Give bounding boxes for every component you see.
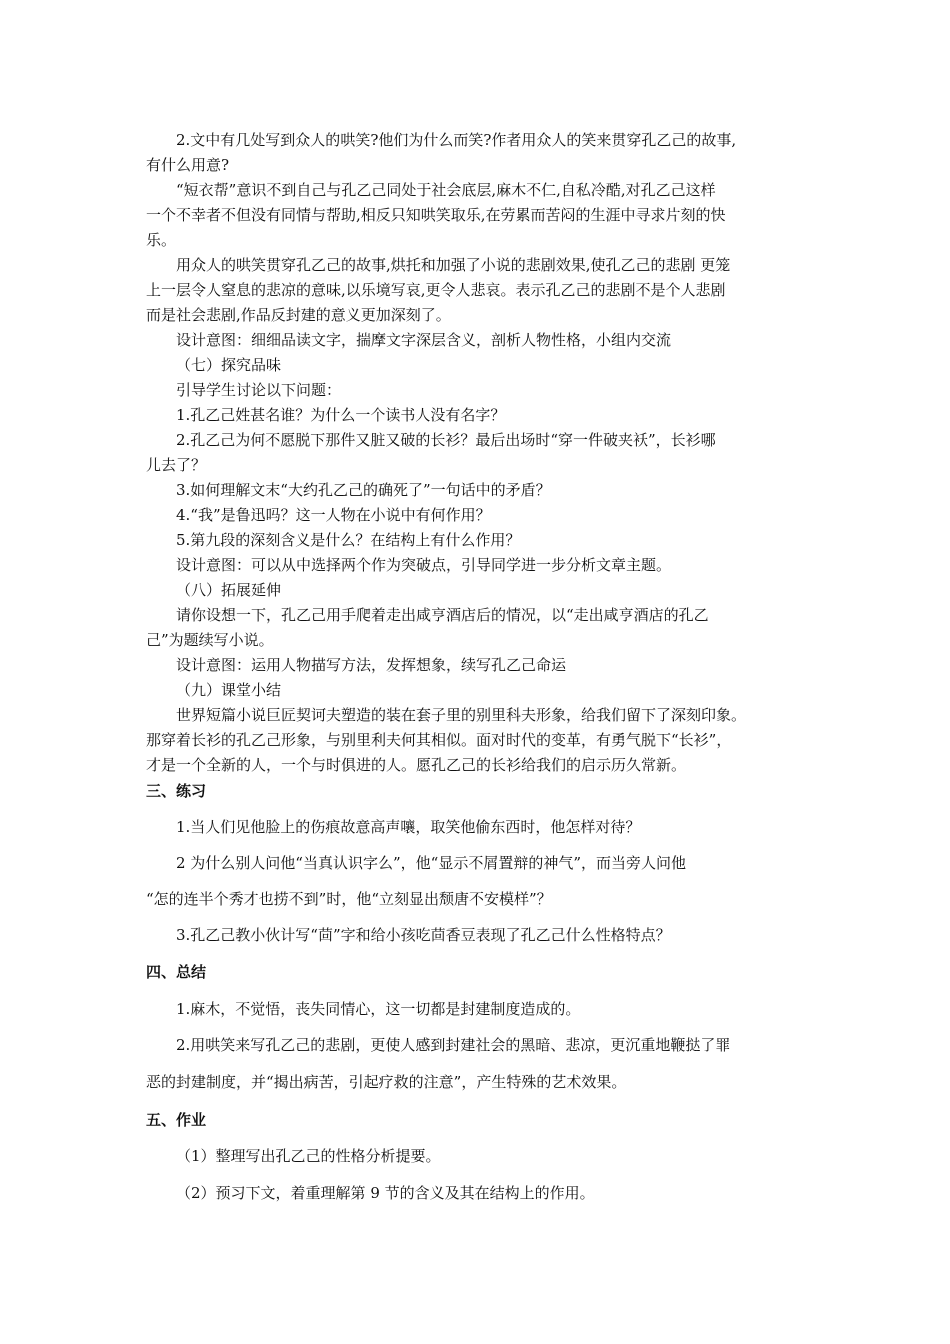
homework-item-1: （1）整理写出孔乙己的性格分析提要。 xyxy=(176,1147,441,1165)
question-2-line-1: 2.文中有几处写到众人的哄笑?他们为什么而笑?作者用众人的笑来贯穿孔乙己的故事, xyxy=(176,131,737,149)
section-8-line-2: 己”为题续写小说。 xyxy=(146,631,274,649)
answer-paragraph-1-line-3: 乐。 xyxy=(146,231,177,249)
section-7-question-3: 3.如何理解文末“大约孔乙己的确死了”一句话中的矛盾？ xyxy=(176,481,551,499)
summary-point-2-line-1: 2.用哄笑来写孔乙己的悲剧，更使人感到封建社会的黑暗、悲凉，更沉重地鞭挞了罪 xyxy=(176,1036,731,1054)
summary-point-2-line-2: 恶的封建制度，并“揭出病苦，引起疗救的注意”，产生特殊的艺术效果。 xyxy=(146,1073,627,1091)
section-7-question-2-line-1: 2.孔乙己为何不愿脱下那件又脏又破的长衫？最后出场时“穿一件破夹袄”，长衫哪 xyxy=(176,431,716,449)
design-intent-2: 设计意图：可以从中选择两个作为突破点，引导同学进一步分析文章主题。 xyxy=(176,556,672,574)
section-9-title: （九）课堂小结 xyxy=(176,681,282,699)
practice-question-3: 3.孔乙己教小伙计写“茴”字和给小孩吃茴香豆表现了孔乙己什么性格特点？ xyxy=(176,926,671,944)
practice-heading: 三、练习 xyxy=(146,782,207,800)
answer-paragraph-2-line-1: 用众人的哄笑贯穿孔乙己的故事,烘托和加强了小说的悲剧效果,使孔乙己的悲剧 更笼 xyxy=(176,256,731,274)
summary-point-1: 1.麻木，不觉悟，丧失同情心，这一切都是封建制度造成的。 xyxy=(176,1000,581,1018)
practice-question-2-line-2: “怎的连半个秀才也捞不到”时，他“立刻显出颓唐不安模样”？ xyxy=(146,890,552,908)
section-9-line-1: 世界短篇小说巨匠契诃夫塑造的装在套子里的别里科夫形象，给我们留下了深刻印象。 xyxy=(176,706,747,724)
homework-heading: 五、作业 xyxy=(146,1111,207,1129)
design-intent-3: 设计意图：运用人物描写方法，发挥想象，续写孔乙己命运 xyxy=(176,656,567,674)
answer-paragraph-2-line-2: 上一层令人窒息的悲凉的意味,以乐境写哀,更令人悲哀。表示孔乙己的悲剧不是个人悲剧 xyxy=(146,281,726,299)
section-7-question-1: 1.孔乙己姓甚名谁？为什么一个读书人没有名字？ xyxy=(176,406,506,424)
section-7-question-2-line-2: 儿去了？ xyxy=(146,456,207,474)
section-9-line-3: 才是一个全新的人，一个与时俱进的人。愿孔乙己的长衫给我们的启示历久常新。 xyxy=(146,756,687,774)
section-7-question-4: 4.“我”是鲁迅吗？这一人物在小说中有何作用？ xyxy=(176,506,491,524)
section-7-title: （七）探究品味 xyxy=(176,356,282,374)
design-intent-1: 设计意图：细细品读文字，揣摩文字深层含义，剖析人物性格，小组内交流 xyxy=(176,331,672,349)
homework-item-2: （2）预习下文，着重理解第 9 节的含义及其在结构上的作用。 xyxy=(176,1184,595,1202)
section-7-intro: 引导学生讨论以下问题： xyxy=(176,381,342,399)
answer-paragraph-1-line-1: “短衣帮”意识不到自己与孔乙己同处于社会底层,麻木不仁,自私冷酷,对孔乙己这样 xyxy=(176,181,716,199)
practice-question-2-line-1: 2 为什么别人问他“当真认识字么”，他“显示不屑置辩的神气”，而当旁人问他 xyxy=(176,854,686,872)
practice-question-1: 1.当人们见他脸上的伤痕故意高声嚷，取笑他偷东西时，他怎样对待？ xyxy=(176,818,641,836)
section-8-line-1: 请你设想一下，孔乙己用手爬着走出咸亨酒店后的情况，以“走出咸亨酒店的孔乙 xyxy=(176,606,709,624)
section-8-title: （八）拓展延伸 xyxy=(176,581,282,599)
answer-paragraph-2-line-3: 而是社会悲剧,作品反封建的意义更加深刻了。 xyxy=(146,306,451,324)
answer-paragraph-1-line-2: 一个不幸者不但没有同情与帮助,相反只知哄笑取乐,在劳累而苦闷的生涯中寻求片刻的快 xyxy=(146,206,726,224)
question-2-line-2: 有什么用意? xyxy=(146,156,230,174)
section-9-line-2: 那穿着长衫的孔乙己形象，与别里利夫何其相似。面对时代的变革，有勇气脱下“长衫”， xyxy=(146,731,732,749)
section-7-question-5: 5.第九段的深刻含义是什么？在结构上有什么作用？ xyxy=(176,531,521,549)
summary-heading: 四、总结 xyxy=(146,963,207,981)
